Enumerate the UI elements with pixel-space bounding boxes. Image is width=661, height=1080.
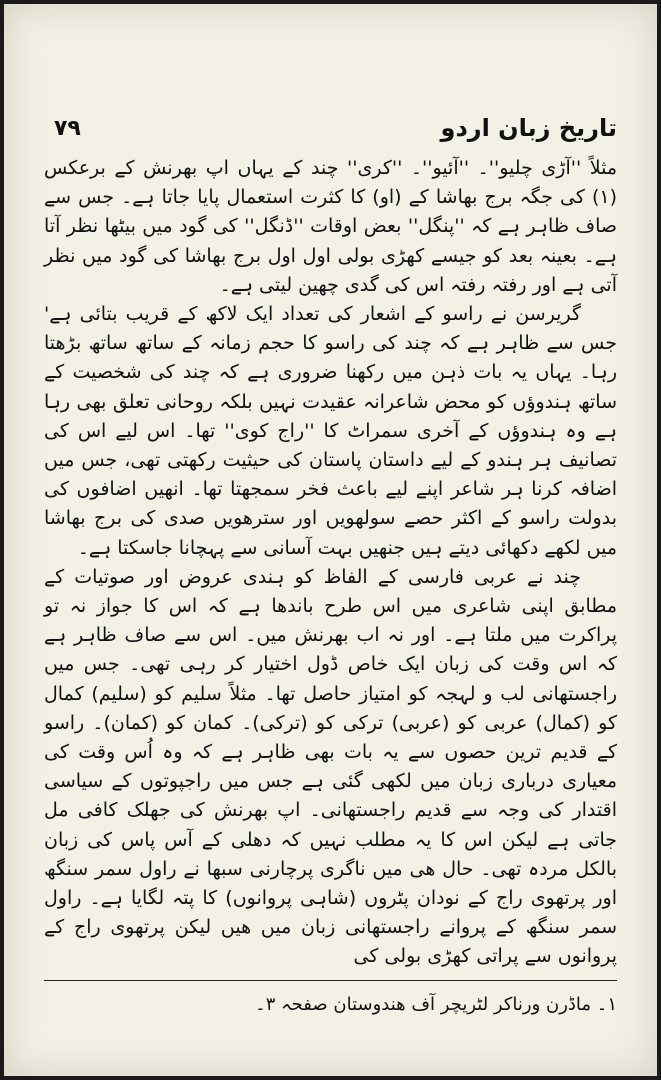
running-title: تاریخ زبان اردو xyxy=(440,114,617,142)
footnote: ۱۔ ماڈرن ورناکر لٹریچر آف ھندوستان صفحہ ۳۔ xyxy=(255,994,617,1015)
paragraph: چند نے عربی فارسی کے الفاظ کو ہندی عروض اور صوتیات کے مطابق اپنی شاعری میں اس طرح باندھا ہے کہ اس کا جواز نہ تو پراکرت میں ملتا ہے۔ اور نہ اب بھرنش میں۔ اس سے صاف ظاہر ہے کہ اس وقت کی زبان ایک خاص ڈول اختیار کر رہی تھی۔ جس میں راجستھانی لب و لہجہ کو امتیاز حاصل تھا۔ مثلاً سلیم کو (سلیم) کمال کو (کمال) عربی کو (عربی) ترکی کو (ترکی)۔ کمان کو (کمان)۔ راسو کے قدیم ترین حصوں سے یہ بات بھی ظاہر ہے کہ وہ اُس وقت کی معیاری درباری زبان میں لکھی گئی ہے جس میں راجپوتوں کے سیاسی اقتدار کی وجہ سے قدیم راجستھانی۔ اپ بھرنش کی جھلک کافی مل جاتی ہے لیکن اس کا یہ مطلب نہیں کہ دھلی کے آس پاس کی زبان بالکل مردہ تھی۔ حال ھی میں ناگری پرچارنی سبھا نے راول سمر سنگھ اور پرتھوی راج کے نودان پٹروں (شاہی پروانوں) کا پتہ لگایا ہے۔ راول سمر سنگھ کے پروانے راجستھانی زبان میں ھیں لیکن پرتھوی راج کے پروانوں سے پراتی کھڑی بولی کی xyxy=(44,565,617,968)
footnote-divider xyxy=(44,980,617,981)
body-text xyxy=(44,154,617,972)
page-header xyxy=(44,114,617,154)
page-number: ۷۹ xyxy=(54,116,81,141)
book-page xyxy=(4,4,657,1076)
paragraph: گریرسن نے راسو کے اشعار کی تعداد ایک لاکھ کے قریب بتائی ہے' جس سے ظاہر ہے کہ چند کی راسو کا حجم زمانہ کے ساتھ ساتھ بڑھتا رہا۔ یہاں یہ بات ذہن میں رکھنا ضروری ہے کہ چند کی شخصیت کے ساتھ ہندوؤں کو محض شاعرانہ عقیدت نہیں بلکہ روحانی تعلق بھی رہا ہے وہ ہندوؤں کے آخری سمراٹ کا ''راج کوی'' تھا۔ اس لیے اس کی تصانیف ہر ہندو کے لیے داستان پاستان کی حیثیت رکھتی تھی، جس میں اضافہ کرنا ہر شاعر اپنے لیے باعث فخر سمجھتا تھا۔ انھیں اضافوں کی بدولت راسو کے اکثر حصے سولھویں اور سترھویں صدی کی برج بھاشا میں لکھے دکھائی دیتے ہیں جنھیں بہت آسانی سے پہچانا جاسکتا ہے۔ xyxy=(44,303,617,559)
paragraph: مثلاً ''آڑی چلیو''۔ ''آئیو''۔ ''کری'' چند کے یہاں اپ بھرنش کے برعکس (۱) کی جگہ برج بھاشا کے (او) کا کثرت استعمال پایا جاتا ہے۔ جس سے صاف ظاہر ہے کہ ''پنگل'' بعض اوقات ''ڈنگل'' کی گود میں بیٹھا نظر آتا ہے۔ بعینہ بعد کو جیسے کھڑی بولی اول اول برج بھاشا کی گود میں نظر آتی ہے اور رفتہ رفتہ اس کی گدی چھین لیتی ہے۔ xyxy=(44,157,617,296)
